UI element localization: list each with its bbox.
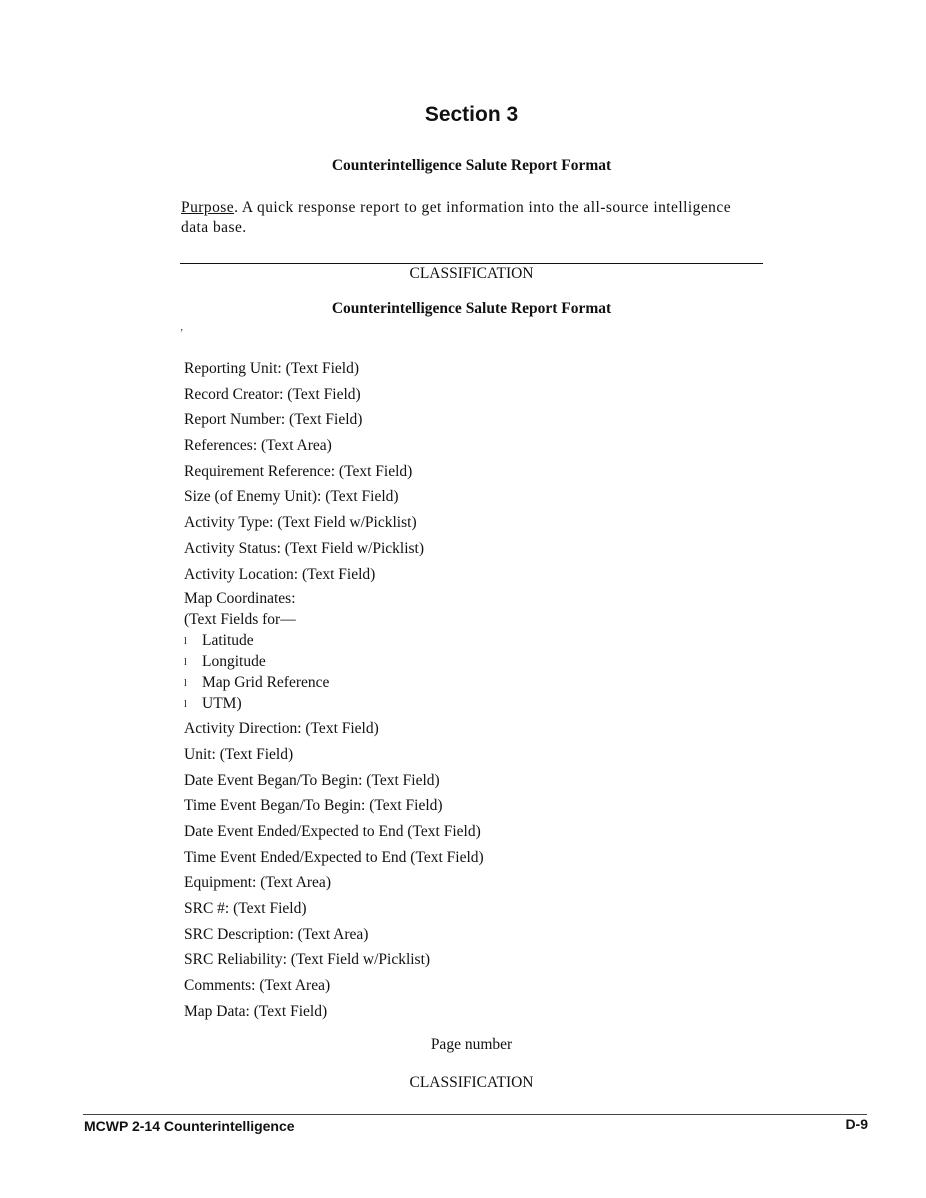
field-activity-type: Activity Type: (Text Field w/Picklist) (184, 514, 417, 532)
form-title: Counterintelligence Salute Report Format (331, 300, 612, 317)
field-time-began: Time Event Began/To Begin: (Text Field) (184, 797, 443, 815)
field-activity-status: Activity Status: (Text Field w/Picklist) (184, 539, 425, 557)
bullet-icon: l (184, 678, 187, 690)
map-item-grid-reference (184, 672, 744, 693)
map-item-label: Latitude (202, 632, 254, 650)
field-requirement-reference: Requirement Reference: (Text Field) (184, 462, 413, 480)
form-top-rule (180, 263, 763, 264)
bullet-icon: l (184, 636, 187, 648)
field-activity-direction: Activity Direction: (Text Field) (184, 720, 379, 738)
field-list (184, 358, 744, 1026)
map-item-utm (184, 693, 744, 714)
field-references: References: (Text Area) (184, 437, 332, 455)
field-size: Size (of Enemy Unit): (Text Field) (184, 488, 399, 506)
footer-rule (83, 1114, 867, 1115)
field-src-reliability: SRC Reliability: (Text Field w/Picklist) (184, 951, 431, 969)
field-record-creator: Record Creator: (Text Field) (184, 385, 361, 403)
map-item-label: Longitude (202, 653, 266, 671)
field-activity-location: Activity Location: (Text Field) (184, 565, 376, 583)
map-coordinates-list (184, 630, 744, 714)
bullet-icon: l (184, 699, 187, 711)
field-date-began: Date Event Began/To Begin: (Text Field) (184, 771, 440, 789)
page-number-placeholder: Page number (430, 1036, 513, 1053)
bullet-icon: l (184, 657, 187, 669)
field-date-ended: Date Event Ended/Expected to End (Text Field) (184, 822, 481, 840)
field-comments: Comments: (Text Area) (184, 977, 331, 995)
field-report-number: Report Number: (Text Field) (184, 411, 363, 429)
tick-mark: ’ (180, 328, 184, 339)
field-src-description: SRC Description: (Text Area) (184, 925, 369, 943)
map-item-label: UTM) (202, 695, 242, 713)
classification-top: CLASSIFICATION (409, 265, 534, 282)
report-format-title: Counterintelligence Salute Report Format (331, 157, 612, 174)
map-item-label: Map Grid Reference (202, 674, 330, 692)
field-map-data: Map Data: (Text Field) (184, 1002, 328, 1020)
field-unit: Unit: (Text Field) (184, 745, 294, 763)
map-item-latitude (184, 630, 744, 651)
field-src-number: SRC #: (Text Field) (184, 900, 307, 917)
purpose-text: . A quick response report to get information into the all-source intelligence data base. (181, 199, 732, 236)
field-equipment: Equipment: (Text Area) (184, 874, 331, 892)
purpose-label: Purpose (181, 199, 235, 216)
map-coordinates-label: Map Coordinates: (184, 590, 296, 608)
section-heading: Section 3 (424, 103, 519, 126)
map-item-longitude (184, 651, 744, 672)
field-map-coordinates (184, 589, 744, 718)
classification-bottom: CLASSIFICATION (409, 1074, 534, 1091)
footer-publication-title: MCWP 2-14 Counterintelligence (84, 1118, 295, 1134)
map-coordinates-intro: (Text Fields for— (184, 610, 296, 628)
field-reporting-unit: Reporting Unit: (Text Field) (184, 360, 359, 377)
purpose-paragraph (181, 198, 741, 238)
field-time-ended: Time Event Ended/Expected to End (Text Field) (184, 848, 484, 866)
footer-page-id: D-9 (845, 1116, 868, 1132)
